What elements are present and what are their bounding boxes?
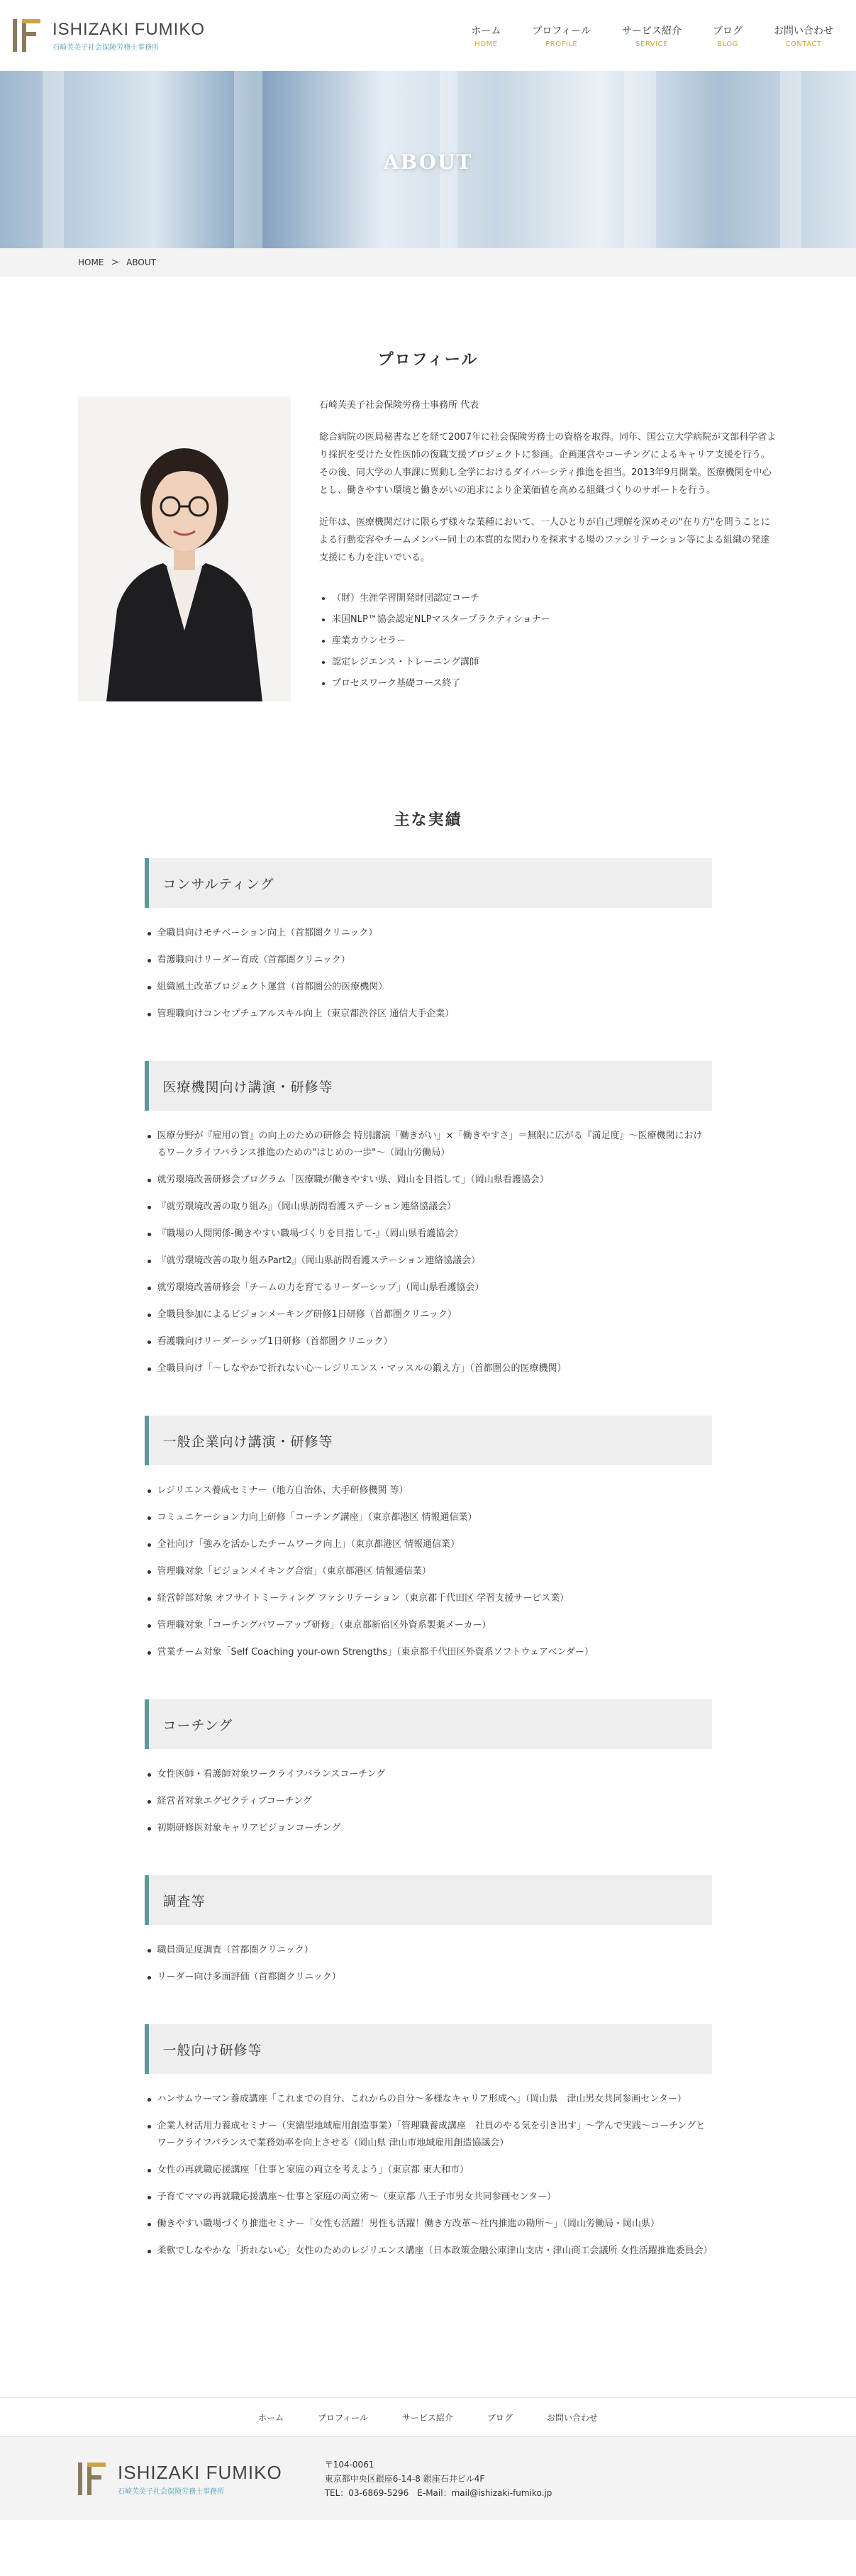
category-list-public [145, 2074, 712, 2298]
category-list-coaching [145, 1749, 712, 1875]
list-item: 営業チーム対象「Self Coaching your-own Strengths」（東京都千代田区外資系ソフトウェアベンダー） [145, 1644, 712, 1661]
category-heading-corporate: 一般企業向け講演・研修等 [145, 1416, 712, 1465]
list-item: 全職員参加によるビジョンメーキング研修1日研修（首都圏クリニック） [145, 1306, 712, 1323]
list-item: 就労環境改善研修会プログラム「医療職が働きやすい県、岡山を目指して」（岡山県看護協会） [145, 1172, 712, 1189]
footer-nav-service[interactable]: サービス紹介 [401, 2412, 453, 2423]
nav-blog[interactable] [713, 23, 743, 48]
profile-career-paragraph: 総合病院の医局秘書などを経て2007年に社会保険労務士の資格を取得。同年、国公立大学病院が文部科学省より採択を受けた女性医師の復職支援プロジェクトに参画。企画運営やコーチングによるキャリア支援を行う。その後、同大学の人事課に異動し全学におけるダイバーシティ推進を担当。2013年9月開業。医療機関を中心とし、働きやすい環境と働きがいの追求により企業価値を高める組織づくりのサポートを行う。 [319, 432, 777, 496]
list-item: 医療分野が『雇用の質』の向上のための研修会 特別講演「働きがい」×「働きやすさ」＝無限に広がる『満足度』～医療機関におけるワークライフバランス推進のための"はじめの一歩"～（岡山労働局） [145, 1128, 712, 1162]
category-list-corporate [145, 1465, 712, 1699]
nav-home[interactable] [471, 23, 501, 48]
nav-contact-label: お問い合わせ [774, 25, 833, 37]
nav-profile[interactable] [532, 23, 591, 48]
breadcrumb-home-link[interactable]: HOME [78, 257, 104, 267]
category-heading-medical: 医療機関向け講演・研修等 [145, 1061, 712, 1111]
list-item: レジリエンス養成セミナー（地方自治体、大手研修機関 等） [145, 1482, 712, 1499]
credential-item: • 産業カウンセラー [332, 631, 778, 652]
list-item: 管理職対象「コーチングパワーアップ研修」（東京都新宿区外資系製薬メーカー） [145, 1617, 712, 1634]
list-item: 女性の再就職応援講座「仕事と家庭の両立を考えよう」（東京都 東大和市） [145, 2162, 712, 2179]
nav-service[interactable] [622, 23, 682, 48]
footer-logo-name: ISHIZAKI FUMIKO [118, 2461, 282, 2483]
nav-contact-sublabel: CONTACT [785, 40, 822, 48]
nav-home-label: ホーム [471, 25, 501, 37]
list-item: 管理職向けコンセプチュアルスキル向上（東京都渋谷区 通信大手企業） [145, 1006, 712, 1023]
profile-section [0, 277, 856, 701]
credential-item: • 認定レジエンス・トレーニング講師 [332, 652, 778, 673]
category-heading-consulting: コンサルティング [145, 858, 712, 908]
logo-mark-icon [13, 19, 43, 52]
category-heading-survey: 調査等 [145, 1875, 712, 1925]
credential-item: • プロセスワーク基礎コース終了 [332, 673, 778, 694]
list-item: 全社向け「強みを活かしたチームワーク向上」（東京都港区 情報通信業） [145, 1536, 712, 1553]
nav-contact[interactable] [774, 23, 833, 48]
achievements-title: 主な実績 [394, 811, 462, 829]
profile-text [319, 396, 778, 701]
list-item: 看護職向けリーダーシップ1日研修（首都圏クリニック） [145, 1333, 712, 1350]
category-list-survey [145, 1925, 712, 2024]
breadcrumb-separator-icon: > [111, 257, 120, 268]
footer-postal: 〒104-0061 [324, 2459, 374, 2470]
nav-home-sublabel: HOME [474, 40, 498, 48]
list-item: 『就労環境改善の取り組み』（岡山県訪問看護ステーション連絡協議会） [145, 1199, 712, 1216]
site-logo[interactable] [13, 19, 205, 52]
list-item: 就労環境改善研修会「チームの力を育てるリーダーシップ」（岡山県看護協会） [145, 1279, 712, 1297]
profile-recent-paragraph: 近年は、医療機関だけに限らず様々な業種において、一人ひとりが自己理解を深めその"在り方"を問うことによる行動変容やチームメンバー同士の本質的な関わりを探求する場のファシリテーション等による組織の発達支援にも力を注いでいる。 [319, 517, 770, 563]
list-item: 『職場の人間関係-働きやすい職場づくりを目指して-』（岡山県看護協会） [145, 1226, 712, 1243]
logo-subtitle: 石崎芙美子社会保険労務士事務所 [52, 43, 159, 52]
list-item: 看護職向けリーダー育成（首都圏クリニック） [145, 952, 712, 969]
nav-blog-label: ブログ [713, 25, 743, 37]
breadcrumb [0, 248, 856, 277]
nav-service-sublabel: SERVICE [635, 40, 668, 48]
nav-profile-label: プロフィール [532, 25, 591, 37]
list-item: 初期研修医対象キャリアビジョンコーチング [145, 1820, 712, 1837]
footer-contact-info [325, 2458, 552, 2500]
footer-logo-subtitle: 石崎芙美子社会保険労務士事務所 [118, 2487, 224, 2496]
list-item: 柔軟でしなやかな「折れない心」女性のためのレジリエンス講座（日本政策金融公庫津山支店・津山商工会議所 女性活躍推進委員会） [145, 2243, 712, 2260]
achievements-section [0, 701, 856, 2298]
footer-nav-home[interactable]: ホーム [258, 2412, 284, 2423]
profile-name-line: 石崎芙美子社会保険労務士事務所 代表 [319, 400, 479, 411]
nav-blog-sublabel: BLOG [717, 40, 738, 48]
category-list-consulting [145, 908, 712, 1061]
list-item: リーダー向け多面評価（首都圏クリニック） [145, 1969, 712, 1986]
footer-logo[interactable] [78, 2462, 282, 2496]
nav-profile-sublabel: PROFILE [545, 40, 578, 48]
list-item: 組織風土改革プロジェクト運営（首都圏公的医療機関） [145, 979, 712, 996]
footer-address: 東京都中央区銀座6-14-8 銀座石井ビル4F [324, 2473, 485, 2484]
list-item: ハンサムウーマン養成講座「これまでの自分、これからの自分～多様なキャリア形成へ」（岡山県 津山男女共同参画センター） [145, 2091, 712, 2108]
list-item: 『就労環境改善の取り組みPart2』（岡山県訪問看護ステーション連絡協議会） [145, 1253, 712, 1270]
list-item: 職員満足度調査（首都圏クリニック） [145, 1942, 712, 1959]
list-item: 企業人材活用力養成セミナー（実績型地域雇用創造事業）「管理職養成講座 社員のやる気を引き出す」～学んで実践～コーチングとワークライフバランスで業務効率を向上させる（岡山県 津山市地域雇用創造協議会） [145, 2118, 712, 2152]
main-nav [471, 23, 833, 48]
list-item: コミュニケーション力向上研修「コーチング講座」（東京都港区 情報通信業） [145, 1509, 712, 1526]
list-item: 経営者対象エグゼクティブコーチング [145, 1793, 712, 1810]
category-heading-public: 一般向け研修等 [145, 2024, 712, 2074]
footer-nav-contact[interactable]: お問い合わせ [546, 2412, 598, 2423]
list-item: 働きやすい職場づくり推進セミナー「女性も活躍！男性も活躍！働き方改革～社内推進の勘所～」（岡山労働局・岡山県） [145, 2216, 712, 2233]
credentials-list [319, 588, 778, 694]
nav-service-label: サービス紹介 [622, 25, 682, 37]
footer-logo-mark-icon [78, 2463, 108, 2495]
hero-banner [0, 71, 856, 248]
logo-name: ISHIZAKI FUMIKO [52, 19, 206, 39]
footer-nav-blog[interactable]: ブログ [487, 2412, 513, 2423]
portrait-illustration [78, 396, 291, 701]
hero-title: ABOUT [383, 150, 473, 174]
list-item: 経営幹部対象 オフサイトミーティング ファシリテーション（東京都千代田区 学習支援サービス業） [145, 1590, 712, 1607]
category-list-medical [145, 1111, 712, 1416]
credential-item: • 米国NLP™協会認定NLPマスタープラクティショナー [332, 609, 778, 631]
list-item: 全職員向け「～しなやかで折れない心～レジリエンス・マッスルの鍛え方」（首都圏公的医療機関） [145, 1360, 712, 1377]
profile-title: プロフィール [377, 351, 479, 369]
list-item: 全職員向けモチベーション向上（首都圏クリニック） [145, 925, 712, 942]
list-item: 管理職対象「ビジョンメイキング合宿」（東京都港区 情報通信業） [145, 1563, 712, 1580]
footer-contact: TEL：03-6869-5296 E-Mail：mail@ishizaki-fumiko.jp [324, 2487, 552, 2498]
site-footer [0, 2437, 856, 2520]
profile-photo [78, 396, 291, 701]
footer-nav [0, 2397, 856, 2437]
site-header [0, 0, 856, 71]
list-item: 女性医師・看護師対象ワークライフバランスコーチング [145, 1766, 712, 1783]
credential-item: • （財）生涯学習開発財団認定コーチ [332, 588, 778, 609]
category-heading-coaching: コーチング [145, 1699, 712, 1749]
breadcrumb-current: ABOUT [126, 257, 156, 267]
footer-nav-profile[interactable]: プロフィール [318, 2412, 368, 2423]
list-item: 子育てママの再就職応援講座～仕事と家庭の両立術～（東京都 八王子市男女共同参画センター） [145, 2189, 712, 2206]
